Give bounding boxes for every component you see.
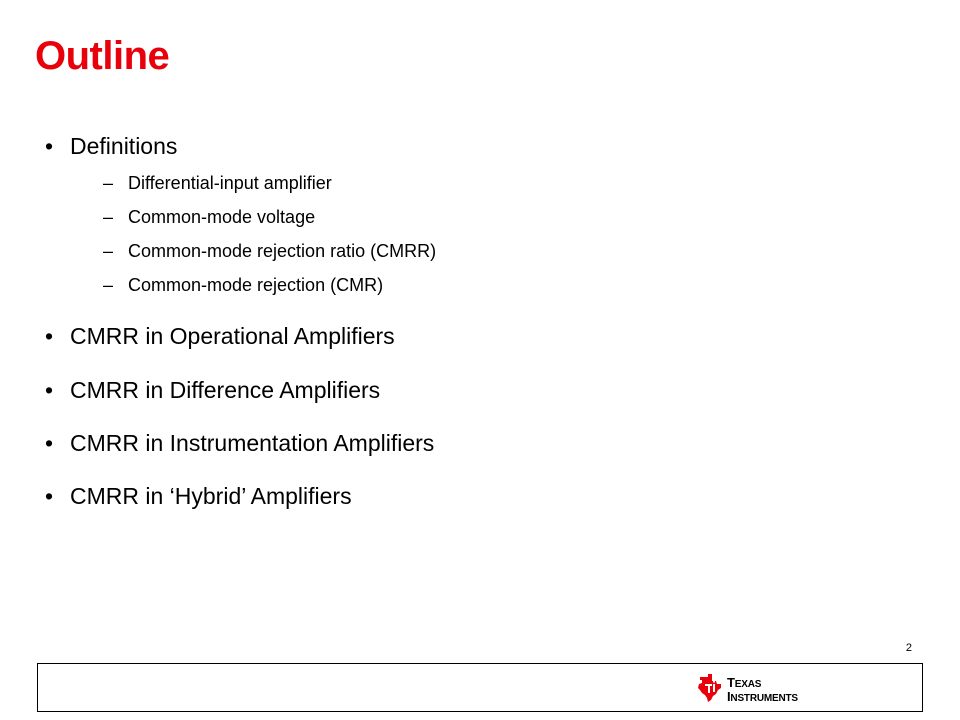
- texas-state-logo-icon: [697, 673, 723, 703]
- dash-mark: –: [103, 241, 114, 261]
- bullet-mark: •: [45, 483, 54, 509]
- texas-instruments-logo: [697, 673, 819, 703]
- bullet-mark: •: [45, 323, 54, 349]
- bullet-label: Definitions: [70, 133, 178, 159]
- logo-wordmark: [727, 677, 798, 705]
- bullet-definitions: [45, 132, 177, 160]
- dash-mark: –: [103, 207, 114, 227]
- bullet-cmrr-difference-amplifiers: [45, 376, 380, 404]
- sub-bullet-cmr: [103, 274, 383, 296]
- sub-bullet-cmrr: [103, 240, 436, 262]
- bullet-label: CMRR in Instrumentation Amplifiers: [70, 430, 435, 456]
- logo-line-texas: TEXAS: [727, 675, 762, 690]
- bullet-label: CMRR in Difference Amplifiers: [70, 377, 381, 403]
- bullet-label: CMRR in Operational Amplifiers: [70, 323, 395, 349]
- page-number: 2: [905, 642, 912, 654]
- bullet-mark: •: [45, 430, 54, 456]
- bullet-cmrr-operational-amplifiers: [45, 322, 395, 350]
- bullet-mark: •: [45, 377, 54, 403]
- sub-bullet-label: Common-mode rejection (CMR): [128, 275, 384, 295]
- sub-bullet-label: Differential-input amplifier: [128, 173, 332, 193]
- sub-bullet-label: Common-mode rejection ratio (CMRR): [128, 241, 437, 261]
- sub-bullet-differential-input-amplifier: [103, 172, 332, 194]
- bullet-cmrr-hybrid-amplifiers: [45, 482, 352, 510]
- bullet-mark: •: [45, 133, 54, 159]
- slide-title: Outline: [35, 34, 170, 78]
- sub-bullet-label: Common-mode voltage: [128, 207, 316, 227]
- sub-bullet-common-mode-voltage: [103, 206, 315, 228]
- bullet-cmrr-instrumentation-amplifiers: [45, 429, 434, 457]
- dash-mark: –: [103, 173, 114, 193]
- logo-line-instruments: INSTRUMENTS: [727, 689, 798, 704]
- dash-mark: –: [103, 275, 114, 295]
- bullet-label: CMRR in ‘Hybrid’ Amplifiers: [70, 483, 352, 509]
